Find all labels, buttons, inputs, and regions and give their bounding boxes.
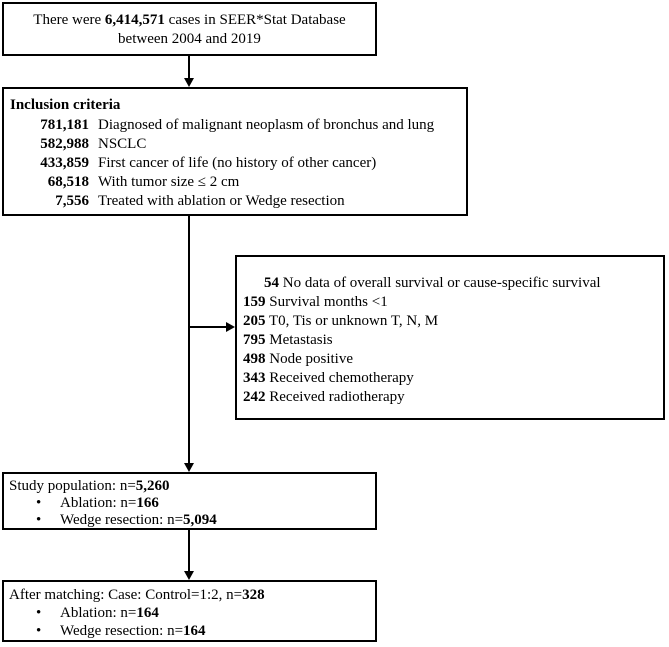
exclusion-row-text: Metastasis [269,332,333,348]
inclusion-row-count: 433,859 [40,155,89,171]
bullet-icon: • [36,623,42,639]
source-line-1-suffix: cases in SEER*Stat Database [164,12,346,28]
exclusion-row-text: Survival months <1 [269,294,388,310]
source-line-1-prefix: There were [33,12,105,28]
inclusion-row-count: 781,181 [40,117,89,133]
exclusion-row-line [243,274,601,292]
total-cases-count: 6,414,571 [104,12,165,28]
item-count: 5,094 [183,512,217,528]
item-count: 166 [136,495,159,511]
exclusion-row-line [243,331,333,349]
item-label: Ablation: n= [60,605,137,621]
inclusion-row-count: 68,518 [47,174,89,190]
connector-3 [188,530,190,572]
inclusion-row-text: Diagnosed of malignant neoplasm of bronchus and lung [98,117,435,133]
exclusion-row-line [243,388,405,406]
study-population-count: 5,260 [135,478,170,494]
item-label: Ablation: n= [60,495,137,511]
inclusion-criteria-box [2,87,468,216]
exclusion-row-text: Received chemotherapy [269,370,414,386]
source-line-1 [4,11,375,29]
exclusion-row-count: 242 [243,389,266,405]
exclusion-row-count: 498 [243,351,266,367]
exclusion-row-text: T0, Tis or unknown T, N, M [268,313,439,329]
after-matching-box [2,580,377,642]
item-label: Wedge resection: n= [60,623,184,639]
study-population-title [9,477,170,495]
after-matching-title [9,586,265,604]
exclusion-row-count: 159 [243,294,266,310]
study-population-item-text [60,511,217,529]
arrow-3 [184,571,194,580]
study-population-item-text [60,494,159,512]
study-population-label: Study population: n= [9,478,136,494]
after-matching-item-text [60,604,159,622]
source-line-2: between 2004 and 2019 [118,31,261,47]
exclusion-box [235,255,665,420]
exclusion-row-line [243,369,414,387]
exclusion-row-line [243,312,438,330]
after-matching-label: After matching: Case: Control=1:2, n= [9,587,243,603]
arrow-branch [226,322,235,332]
inclusion-row-count: 582,988 [40,136,89,152]
arrow-2 [184,463,194,472]
inclusion-criteria-title: Inclusion criteria [10,97,121,113]
arrow-1 [184,78,194,87]
bullet-icon: • [36,495,42,511]
inclusion-row-text: NSCLC [98,136,147,152]
item-label: Wedge resection: n= [60,512,184,528]
inclusion-row-text: Treated with ablation or Wedge resection [98,193,345,209]
connector-1 [188,56,190,79]
after-matching-count: 328 [242,587,265,603]
exclusion-row-count: 795 [243,332,266,348]
exclusion-row-count: 343 [243,370,266,386]
exclusion-row-line [243,293,388,311]
bullet-icon: • [36,512,42,528]
inclusion-row-text: With tumor size ≤ 2 cm [98,174,240,190]
item-count: 164 [136,605,159,621]
connector-branch [189,326,227,328]
exclusion-row-line [243,350,353,368]
inclusion-row-text: First cancer of life (no history of other cancer) [98,155,377,171]
bullet-icon: • [36,605,42,621]
inclusion-row-count: 7,556 [55,193,89,209]
exclusion-row-count: 54 [264,275,279,291]
connector-2 [188,216,190,464]
source-database-box [2,2,377,56]
item-count: 164 [183,623,206,639]
study-population-box [2,472,377,530]
exclusion-row-text: No data of overall survival or cause-specific survival [282,275,601,291]
after-matching-item-text [60,622,206,640]
exclusion-row-text: Node positive [269,351,353,367]
exclusion-row-count: 205 [243,313,266,329]
exclusion-row-text: Received radiotherapy [269,389,405,405]
